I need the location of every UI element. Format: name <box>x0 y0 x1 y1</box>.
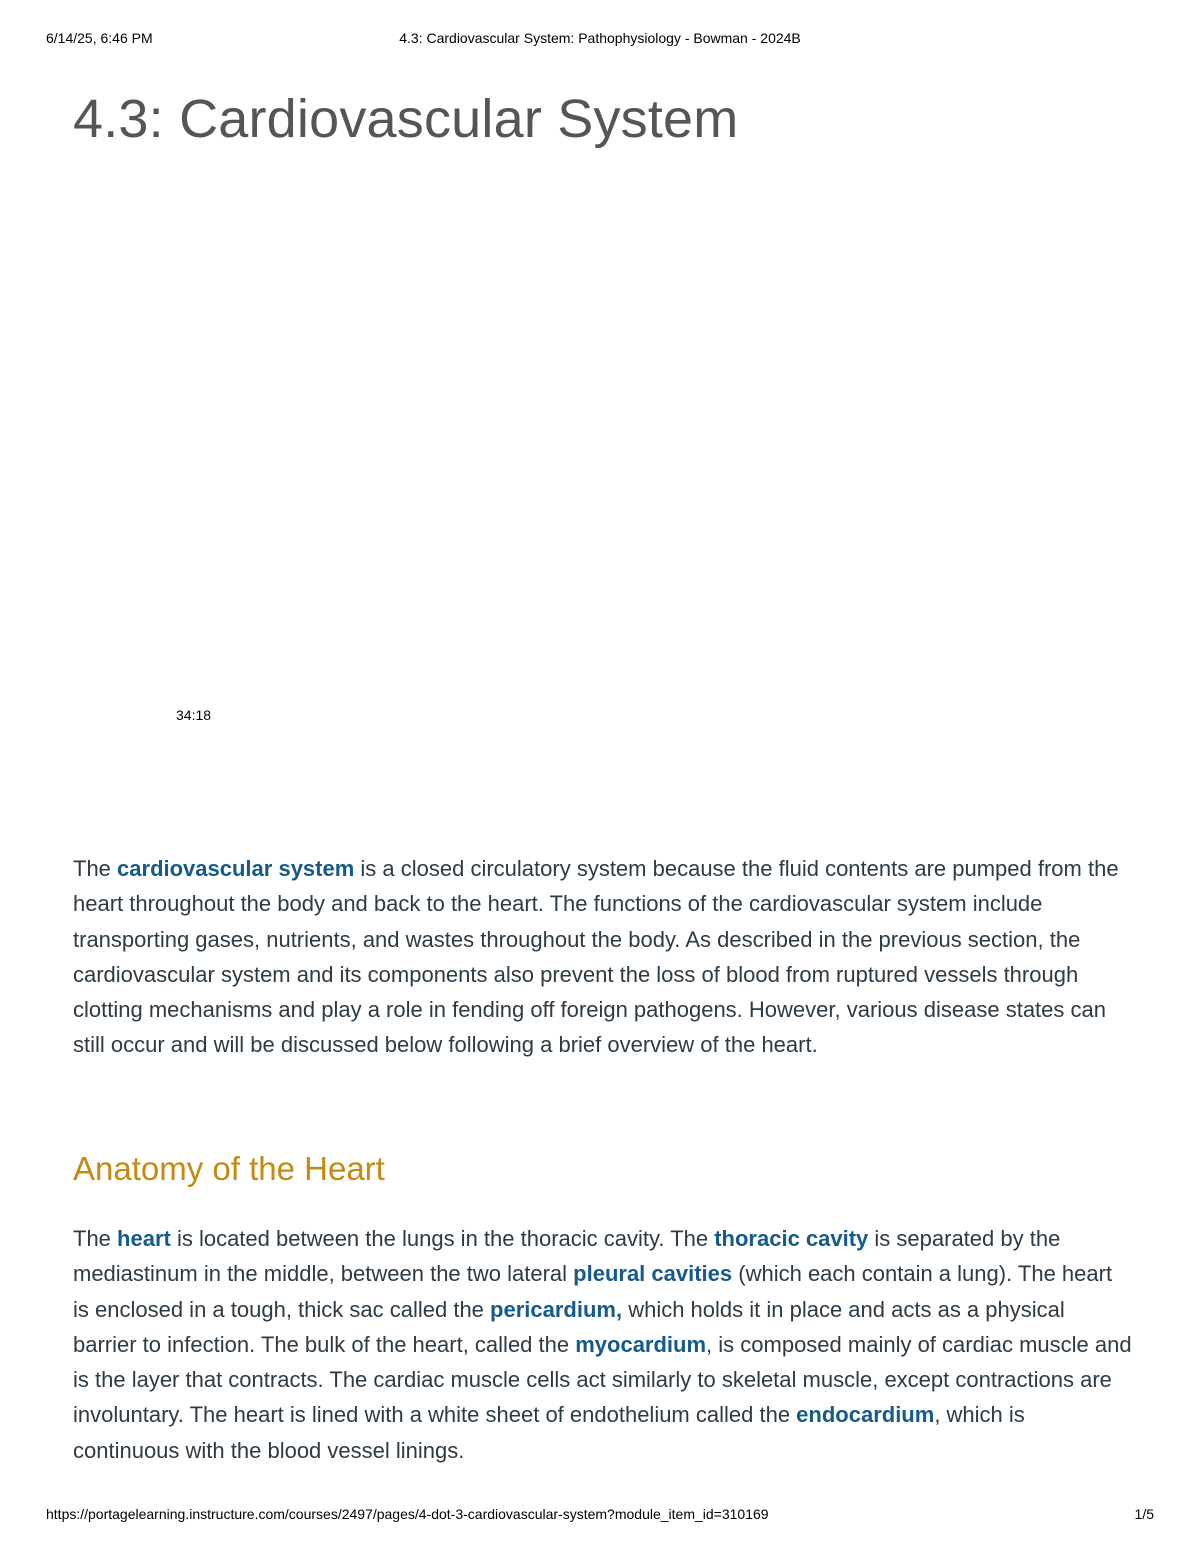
intro-paragraph <box>73 851 1133 1063</box>
term-pericardium[interactable]: pericardium, <box>490 1296 623 1322</box>
term-endocardium[interactable]: endocardium <box>796 1402 935 1428</box>
section-heading-anatomy: Anatomy of the Heart <box>73 1150 385 1187</box>
video-timestamp: 34:18 <box>176 707 212 723</box>
page-number: 1/5 <box>1134 1506 1154 1522</box>
anatomy-text-5: which holds it in place and acts as a physical barrier to infection. The bulk of the heart, called the <box>73 1296 1065 1357</box>
term-myocardium[interactable]: myocardium <box>575 1331 707 1357</box>
term-cardiovascular-system[interactable]: cardiovascular system <box>117 856 355 881</box>
print-footer <box>46 1506 1154 1526</box>
intro-text-2: is a closed circulatory system because the fluid contents are pumped from the heart throughout the body and back to the heart. The functions of the cardiovascular system include transporting gases, nutrients, and wastes throughout the body. As described in the previous section, the cardiovascular system and its components also prevent the loss of blood from ruptured vessels through clotting mechanisms and play a role in fending off foreign pathogens. However, various disease states can still occur and will be discussed below following a brief overview of the heart. <box>73 856 1119 1058</box>
term-pleural-cavities[interactable]: pleural cavities <box>573 1261 733 1287</box>
term-thoracic-cavity[interactable]: thoracic cavity <box>714 1226 869 1251</box>
print-header <box>46 30 1154 50</box>
page-title: 4.3: Cardiovascular System <box>73 89 739 149</box>
anatomy-text-2: is located between the lungs in the thoracic cavity. The <box>170 1226 715 1251</box>
print-url: https://portagelearning.instructure.com/courses/2497/pages/4-dot-3-cardiovascular-system?module_item_id=310169 <box>46 1506 769 1522</box>
intro-text-1: The <box>73 856 118 881</box>
print-document-title: 4.3: Cardiovascular System: Pathophysiology - Bowman - 2024B <box>399 30 801 46</box>
anatomy-text-7: , which is continuous with the blood vessel linings. <box>73 1402 1025 1463</box>
anatomy-text-3: is separated by the mediastinum in the middle, between the two lateral <box>73 1226 1061 1287</box>
term-heart[interactable]: heart <box>117 1226 171 1251</box>
anatomy-text-4: (which each contain a lung). The heart is enclosed in a tough, thick sac called the <box>73 1261 1113 1322</box>
anatomy-paragraph <box>73 1221 1133 1468</box>
anatomy-text-6: , is composed mainly of cardiac muscle and is the layer that contracts. The cardiac muscle cells act similarly to skeletal muscle, except contractions are involuntary. The heart is lined with a white sheet of endothelium called the <box>73 1331 1132 1428</box>
print-date: 6/14/25, 6:46 PM <box>46 30 153 46</box>
anatomy-text-1: The <box>73 1226 118 1251</box>
